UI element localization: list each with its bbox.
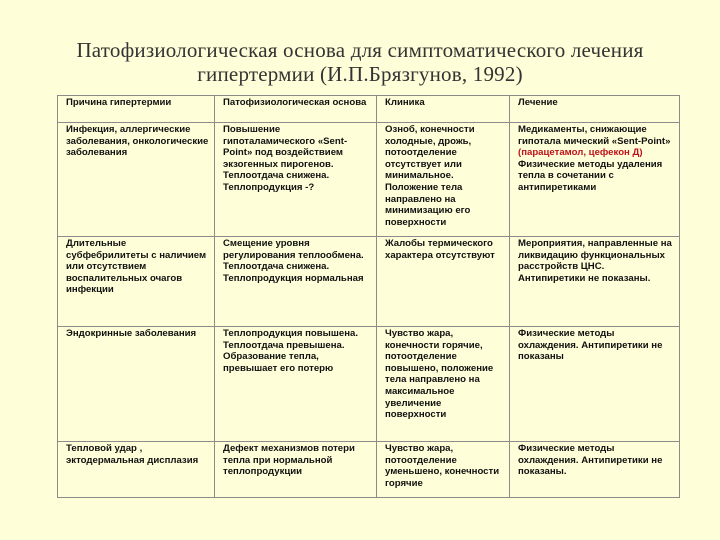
cell-treatment <box>510 237 680 327</box>
treatment-text: Физические методы охлаждения. Антипиретики не показаны. <box>518 443 663 478</box>
cell-basis: Дефект механизмов потери тепла при нормальной теплопродукции <box>215 442 377 498</box>
header-treatment: Лечение <box>510 96 680 123</box>
slide-title-line-1: Патофизиологическая основа для симптоматического лечения <box>76 38 644 62</box>
cell-clinic: Озноб, конечности холодные, дрожь, потоотделение отсутствует или минимальное. Положение тела направлено на минимизацию его поверхности <box>377 123 510 237</box>
slide-title <box>0 38 720 86</box>
slide-title-line-2: гипертермии (И.П.Брязгунов, 1992) <box>197 62 523 86</box>
treatment-text: Мероприятия, направленные на ликвидацию функциональных расстройств ЦНС. Антипиретики не показаны. <box>518 238 672 284</box>
cell-cause: Инфекция, аллергические заболевания, онкологические заболевания <box>58 123 215 237</box>
treatment-text: Физические методы охлаждения. Антипиретики не показаны <box>518 328 663 363</box>
table-row <box>58 237 680 327</box>
header-clinic: Клиника <box>377 96 510 123</box>
cell-basis: Теплопродукция повышена. Теплоотдача превышена. Образование тепла, превышает его потерю <box>215 327 377 442</box>
cell-clinic: Чувство жара, потоотделение уменьшено, конечности горячие <box>377 442 510 498</box>
header-basis: Патофизиологическая основа <box>215 96 377 123</box>
cell-cause: Эндокринные заболевания <box>58 327 215 442</box>
treatment-text: Медикаменты, снижающие гипотала мический «Sent-Point» <box>518 124 671 147</box>
treatment-drugs-highlight: (парацетамол, цефекон Д) <box>518 147 643 159</box>
table-row <box>58 123 680 237</box>
cell-cause: Тепловой удар , эктодермальная дисплазия <box>58 442 215 498</box>
table-row <box>58 327 680 442</box>
cell-treatment <box>510 123 680 237</box>
table-row <box>58 442 680 498</box>
cell-treatment <box>510 442 680 498</box>
cell-clinic: Жалобы термического характера отсутствуют <box>377 237 510 327</box>
cell-basis: Смещение уровня регулирования теплообмена. Теплоотдача снижена. Теплопродукция нормальная <box>215 237 377 327</box>
cell-basis: Повышение гипоталамического «Sent-Point» под воздействием экзогенных пирогенов. Теплоотдача снижена. Теплопродукция -? <box>215 123 377 237</box>
header-cause: Причина гипертермии <box>58 96 215 123</box>
cell-treatment <box>510 327 680 442</box>
cell-clinic: Чувство жара, конечности горячие, потоотделение повышено, положение тела направлено на максимальное увеличение поверхности <box>377 327 510 442</box>
table-header-row <box>58 96 680 123</box>
treatment-text-continued: Физические методы удаления тепла в сочетании с антипиретиками <box>518 158 663 193</box>
cell-cause: Длительные субфебрилитеты с наличием или отсутствием воспалительных очагов инфекции <box>58 237 215 327</box>
hyperthermia-table <box>57 95 680 498</box>
